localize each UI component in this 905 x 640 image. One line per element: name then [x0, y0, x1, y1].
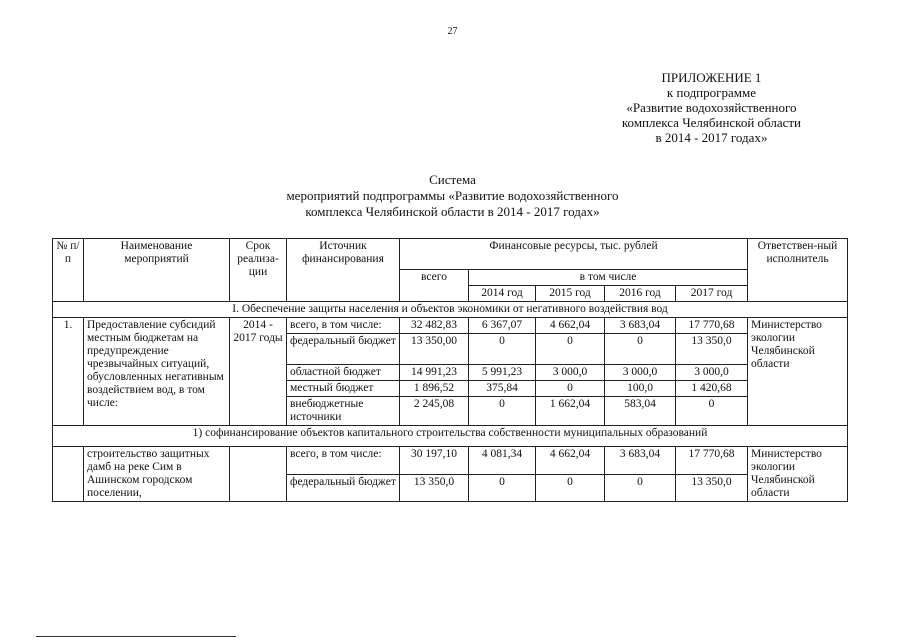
source-cell: всего, в том числе: — [287, 447, 400, 475]
appendix-title: ПРИЛОЖЕНИЕ 1 — [661, 70, 762, 85]
item-term: 2014 - 2017 годы — [230, 318, 287, 426]
total-cell: 13 350,0 — [400, 474, 469, 502]
section-row — [53, 302, 848, 318]
y2015-cell: 4 662,04 — [536, 318, 605, 334]
header-total: всего — [400, 270, 469, 302]
y2014-cell: 0 — [469, 474, 536, 502]
y2014-cell: 6 367,07 — [469, 318, 536, 334]
item-responsible: Министерство экологии Челябинской области — [748, 447, 848, 502]
y2014-cell: 375,84 — [469, 381, 536, 397]
subsection-row — [53, 426, 848, 447]
y2017-cell: 13 350,0 — [676, 334, 748, 365]
total-cell: 1 896,52 — [400, 381, 469, 397]
item-term — [230, 447, 287, 502]
header-name: Наименование мероприятий — [84, 239, 230, 302]
measures-table — [52, 238, 848, 502]
y2016-cell: 3 000,0 — [605, 365, 676, 381]
y2017-cell: 1 420,68 — [676, 381, 748, 397]
table-row — [53, 447, 848, 475]
page-number: 27 — [447, 26, 458, 37]
header-2015: 2015 год — [536, 286, 605, 302]
y2014-cell: 5 991,23 — [469, 365, 536, 381]
header-2014: 2014 год — [469, 286, 536, 302]
header-finance: Финансовые ресурсы, тыс. рублей — [400, 239, 748, 270]
y2015-cell: 1 662,04 — [536, 397, 605, 426]
source-cell: внебюджетные источники — [287, 397, 400, 426]
header-num: № п/п — [53, 239, 84, 302]
appendix-line: комплекса Челябинской области — [621, 115, 801, 130]
appendix-line: к подпрограмме — [666, 85, 756, 100]
total-cell: 2 245,08 — [400, 397, 469, 426]
total-cell: 30 197,10 — [400, 447, 469, 475]
y2016-cell: 0 — [605, 474, 676, 502]
header-2016: 2016 год — [605, 286, 676, 302]
item-number — [53, 447, 84, 502]
y2016-cell: 100,0 — [605, 381, 676, 397]
y2017-cell: 17 770,68 — [676, 318, 748, 334]
heading-line: мероприятий подпрограммы «Развитие водохозяйственного — [286, 188, 619, 203]
heading-title: Система — [429, 172, 476, 187]
source-cell: областной бюджет — [287, 365, 400, 381]
bottom-rule — [36, 636, 236, 637]
appendix-block — [622, 70, 801, 145]
header-2017: 2017 год — [676, 286, 748, 302]
total-cell: 13 350,00 — [400, 334, 469, 365]
y2016-cell: 583,04 — [605, 397, 676, 426]
y2017-cell: 3 000,0 — [676, 365, 748, 381]
y2014-cell: 0 — [469, 334, 536, 365]
source-cell: местный бюджет — [287, 381, 400, 397]
header-including: в том числе — [469, 270, 748, 286]
item-name: Предоставление субсидий местным бюджетам на предупреждение чрезвычайных ситуаций, обусловленных негативным воздействием вод, в том числе: — [84, 318, 230, 426]
y2017-cell: 0 — [676, 397, 748, 426]
source-cell: всего, в том числе: — [287, 318, 400, 334]
total-cell: 32 482,83 — [400, 318, 469, 334]
y2015-cell: 0 — [536, 381, 605, 397]
y2017-cell: 13 350,0 — [676, 474, 748, 502]
subsection-title: 1) софинансирование объектов капитального строительства собственности муниципальных образований — [53, 426, 848, 447]
y2017-cell: 17 770,68 — [676, 447, 748, 475]
section-title: I. Обеспечение защиты населения и объектов экономики от негативного воздействия вод — [53, 302, 848, 318]
y2014-cell: 0 — [469, 397, 536, 426]
y2015-cell: 3 000,0 — [536, 365, 605, 381]
appendix-line: «Развитие водохозяйственного — [626, 100, 797, 115]
y2016-cell: 3 683,04 — [605, 447, 676, 475]
y2016-cell: 3 683,04 — [605, 318, 676, 334]
y2016-cell: 0 — [605, 334, 676, 365]
source-cell: федеральный бюджет — [287, 334, 400, 365]
document-heading — [0, 172, 905, 220]
header-term: Срок реализа-ции — [230, 239, 287, 302]
source-cell: федеральный бюджет — [287, 474, 400, 502]
total-cell: 14 991,23 — [400, 365, 469, 381]
header-source: Источник финансирования — [287, 239, 400, 302]
y2015-cell: 4 662,04 — [536, 447, 605, 475]
y2014-cell: 4 081,34 — [469, 447, 536, 475]
item-responsible: Министерство экологии Челябинской области — [748, 318, 848, 426]
header-row — [53, 239, 848, 270]
appendix-line: в 2014 - 2017 годах» — [655, 130, 768, 145]
y2015-cell: 0 — [536, 334, 605, 365]
heading-line: комплекса Челябинской области в 2014 - 2017 годах» — [305, 204, 600, 219]
table-row — [53, 318, 848, 334]
item-number: 1. — [53, 318, 84, 426]
y2015-cell: 0 — [536, 474, 605, 502]
header-responsible: Ответствен-ный исполнитель — [748, 239, 848, 302]
item-name: строительство защитных дамб на реке Сим в Ашинском городском поселении, — [84, 447, 230, 502]
